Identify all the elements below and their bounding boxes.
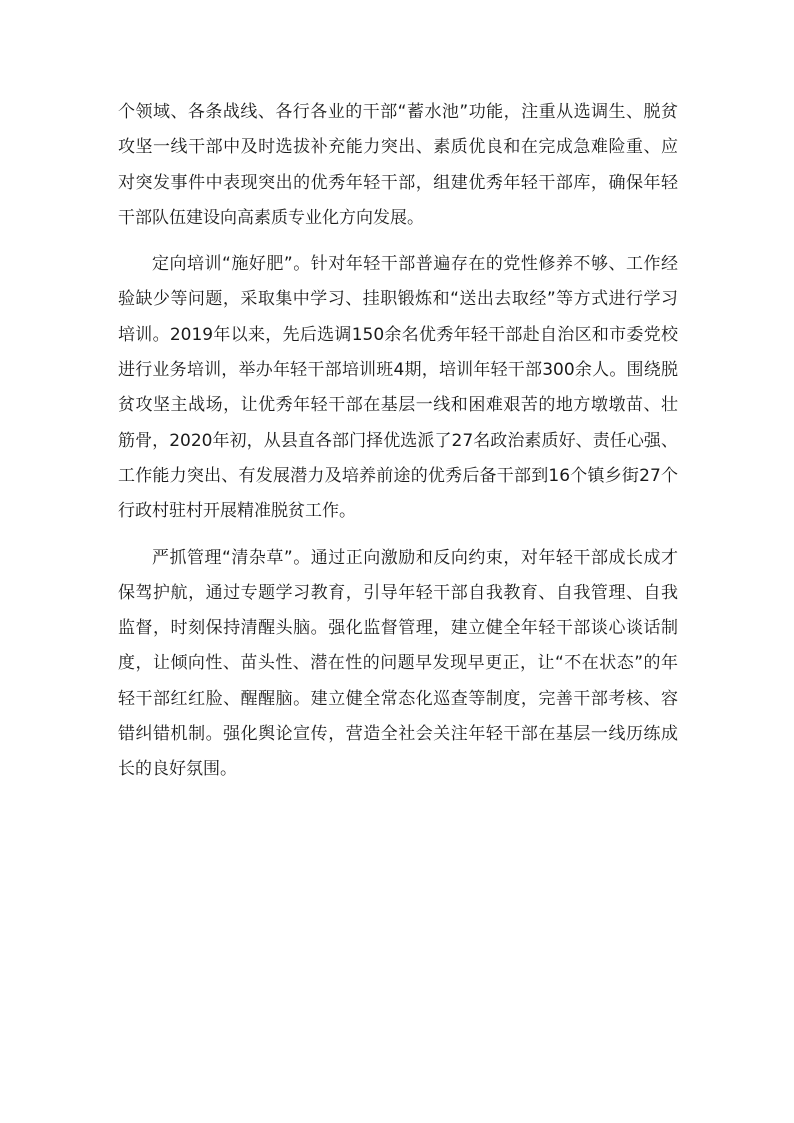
document-body [118, 95, 678, 788]
paragraph-targeted-training: 定向培训“施好肥”。针对年轻干部普遍存在的党性修养不够、工作经验缺少等问题，采取集中学习、挂职锻炼和“送出去取经”等方式进行学习培训。2019年以来，先后选调150余名优秀年轻干部赴自治区和市委党校进行业务培训，举办年轻干部培训班4期，培训年轻干部300余人。围绕脱贫攻坚主战场，让优秀年轻干部在基层一线和困难艰苦的地方墩墩苗、壮筋骨，2020年初，从县直各部门择优选派了27名政治素质好、责任心强、工作能力突出、有发展潜力及培养前途的优秀后备干部到16个镇乡街27个行政村驻村开展精准脱贫工作。 [118, 254, 678, 522]
paragraph-continuation: 个领域、各条战线、各行各业的干部“蓄水池”功能，注重从选调生、脱贫攻坚一线干部中及时选拔补充能力突出、素质优良和在完成急难险重、应对突发事件中表现突出的优秀年轻干部，组建优秀年轻干部库，确保年轻干部队伍建设向高素质专业化方向发展。 [118, 102, 678, 228]
paragraph-strict-management: 严抓管理“清杂草”。通过正向激励和反向约束，对年轻干部成长成才保驾护航，通过专题学习教育，引导年轻干部自我教育、自我管理、自我监督，时刻保持清醒头脑。强化监督管理，建立健全年轻干部谈心谈话制度，让倾向性、苗头性、潜在性的问题早发现早更正，让“不在状态”的年轻干部红红脸、醒醒脑。建立健全常态化巡查等制度，完善干部考核、容错纠错机制。强化舆论宣传，营造全社会关注年轻干部在基层一线历练成长的良好氛围。 [118, 547, 678, 780]
